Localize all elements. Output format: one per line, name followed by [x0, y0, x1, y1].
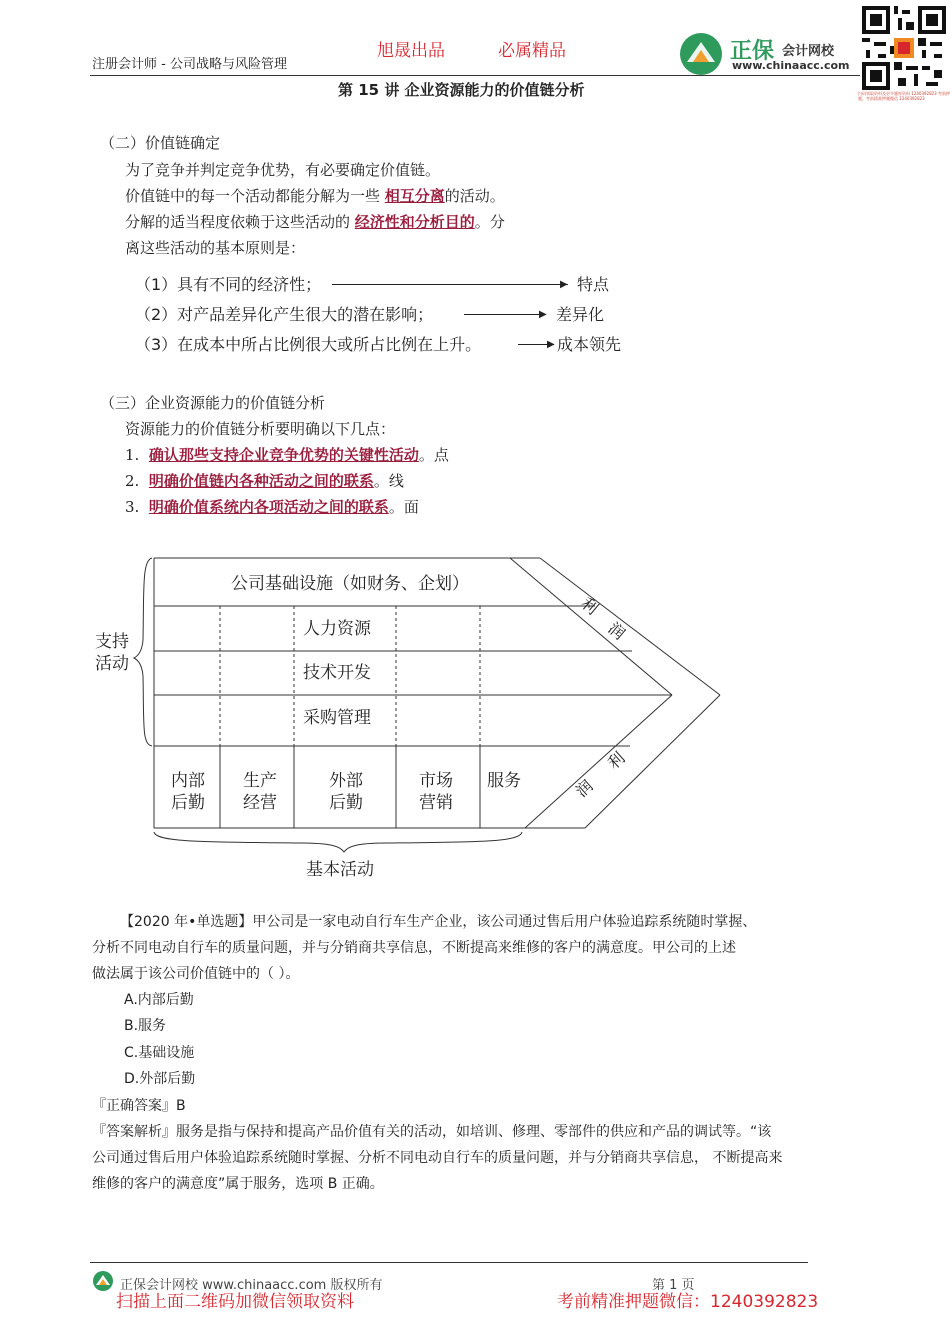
para2-suffix: 的活动。: [444, 187, 505, 205]
principle-2: （2）对产品差异化产生很大的潜在影响；: [135, 305, 434, 324]
para3-suffix: 。分: [474, 213, 505, 231]
principle-3-result: 成本领先: [557, 335, 622, 354]
question-line-1: 【2020 年•单选题】甲公司是一家电动自行车生产企业，该公司通过售后用户体验追踪系统随时掌握、: [120, 914, 757, 930]
footer-copyright: 正保会计网校 www.chinaacc.com 版权所有: [120, 1278, 383, 1293]
margin-inner-bottom: [525, 695, 672, 828]
section2-para-1: 为了竞争并判定竞争优势，有必要确定价值链。: [125, 161, 441, 179]
principle-3: （3）在成本中所占比例很大或所占比例在上升。: [135, 335, 482, 354]
margin-inner-top: [510, 558, 672, 695]
course-name: 注册会计师 - 公司战略与风险管理: [92, 57, 287, 72]
support-row-infrastructure: 公司基础设施（如财务、企划）: [231, 574, 469, 594]
primary-service: 服务: [487, 771, 521, 791]
option-c: C.基础设施: [124, 1045, 195, 1061]
support-label-1: 支持: [95, 632, 129, 652]
option-d: D.外部后勤: [124, 1071, 196, 1087]
primary-operations-2: 经营: [243, 793, 277, 813]
primary-outbound-1: 外部: [329, 771, 363, 791]
point-highlight: 确认那些支持企业竞争优势的关键性活动: [148, 446, 419, 464]
primary-marketing-2: 营销: [419, 793, 453, 813]
section3-intro: 资源能力的价值链分析要明确以下几点：: [125, 420, 396, 438]
principle-2-result: 差异化: [556, 305, 605, 324]
primary-inbound-2: 后勤: [171, 793, 205, 813]
promo-right: 考前精准押题微信：1240392823: [557, 1292, 819, 1312]
analysis-line-3: 维修的客户的满意度”属于服务，选项 B 正确。: [92, 1176, 384, 1192]
point-tail: 。面: [388, 498, 419, 516]
principle-1-result: 特点: [577, 275, 610, 294]
point-highlight: 明确价值链内各种活动之间的联系: [148, 472, 374, 490]
analysis-line-1: 『答案解析』服务是指与保持和提高产品价值有关的活动，如培训、修理、零部件的供应和产品的调试等。“该: [92, 1124, 772, 1140]
primary-operations-1: 生产: [243, 771, 277, 791]
question-line-2: 分析不同电动自行车的质量问题，并与分销商共享信息，不断提高来维修的客户的满意度。甲公司的上述: [92, 940, 736, 956]
support-label-2: 活动: [95, 654, 129, 674]
brand-sub: 会计网校: [782, 44, 835, 59]
slogan-left: 旭晟出品: [377, 41, 445, 61]
brand-url: www.chinaacc.com: [732, 59, 850, 72]
primary-inbound-1: 内部: [171, 771, 205, 791]
correct-answer: 『正确答案』B: [92, 1098, 186, 1114]
support-row-tech: 技术开发: [303, 663, 371, 683]
point-number: 2.: [125, 472, 140, 490]
support-row-hr: 人力资源: [303, 619, 371, 639]
point-tail: 。线: [373, 472, 404, 490]
point-number: 1.: [125, 446, 140, 464]
point-highlight: 明确价值系统内各项活动之间的联系: [148, 498, 389, 516]
promo-left: 扫描上面二维码加微信领取资料: [116, 1292, 354, 1312]
lecture-title: 第 15 讲 企业资源能力的价值链分析: [338, 81, 585, 99]
qr-note: 扫码领取资料及更多题库资料 1240392823 考前押题，考前精准押题微信 1240392823: [858, 91, 950, 101]
margin-bottom-char-1: 利: [603, 748, 629, 773]
principle-1: （1）具有不同的经济性；: [135, 275, 322, 294]
support-brace-icon: [134, 558, 152, 746]
section2-para-4: 离这些活动的基本原则是：: [125, 239, 306, 257]
primary-outbound-2: 后勤: [329, 793, 363, 813]
arrow-head-icon: ▶: [560, 279, 568, 290]
para2-prefix: 价值链中的每一个活动都能分解为一些: [125, 187, 385, 205]
margin-top-char-1: 利: [577, 593, 602, 619]
margin-top-char-2: 润: [604, 618, 629, 644]
primary-brace-icon: [154, 832, 522, 852]
question-line-3: 做法属于该公司价值链中的（ ）。: [92, 966, 300, 982]
arrow-head-icon: ▶: [547, 339, 555, 350]
margin-bottom-char-2: 润: [571, 776, 597, 801]
analysis-line-2: 公司通过售后用户体验追踪系统随时掌握、分析不同电动自行车的质量问题，并与分销商共享信息， 不断提高来: [92, 1150, 783, 1166]
section3-heading: （三）企业资源能力的价值链分析: [100, 394, 326, 412]
support-row-procurement: 采购管理: [303, 708, 371, 728]
section2-heading: （二）价值链确定: [100, 134, 221, 152]
point-number: 3.: [125, 498, 140, 516]
footer-logo-icon: [92, 1270, 114, 1292]
margin-outer-top: [540, 558, 720, 695]
para3-prefix: 分解的适当程度依赖于这些活动的: [125, 213, 355, 231]
point-tail: 。点: [418, 446, 449, 464]
para3-highlight: 经济性和分析目的: [354, 213, 475, 231]
option-b: B.服务: [124, 1018, 167, 1034]
brand-name: 正保: [730, 39, 775, 64]
option-a: A.内部后勤: [124, 992, 194, 1008]
footer-page-number: 第 1 页: [652, 1278, 695, 1293]
slogan-right: 必属精品: [498, 41, 566, 61]
footer-rule: [90, 1262, 808, 1263]
primary-marketing-1: 市场: [419, 771, 453, 791]
primary-activities-label: 基本活动: [306, 860, 374, 880]
arrow-head-icon: ▶: [539, 309, 547, 320]
para2-highlight: 相互分离: [384, 187, 445, 205]
